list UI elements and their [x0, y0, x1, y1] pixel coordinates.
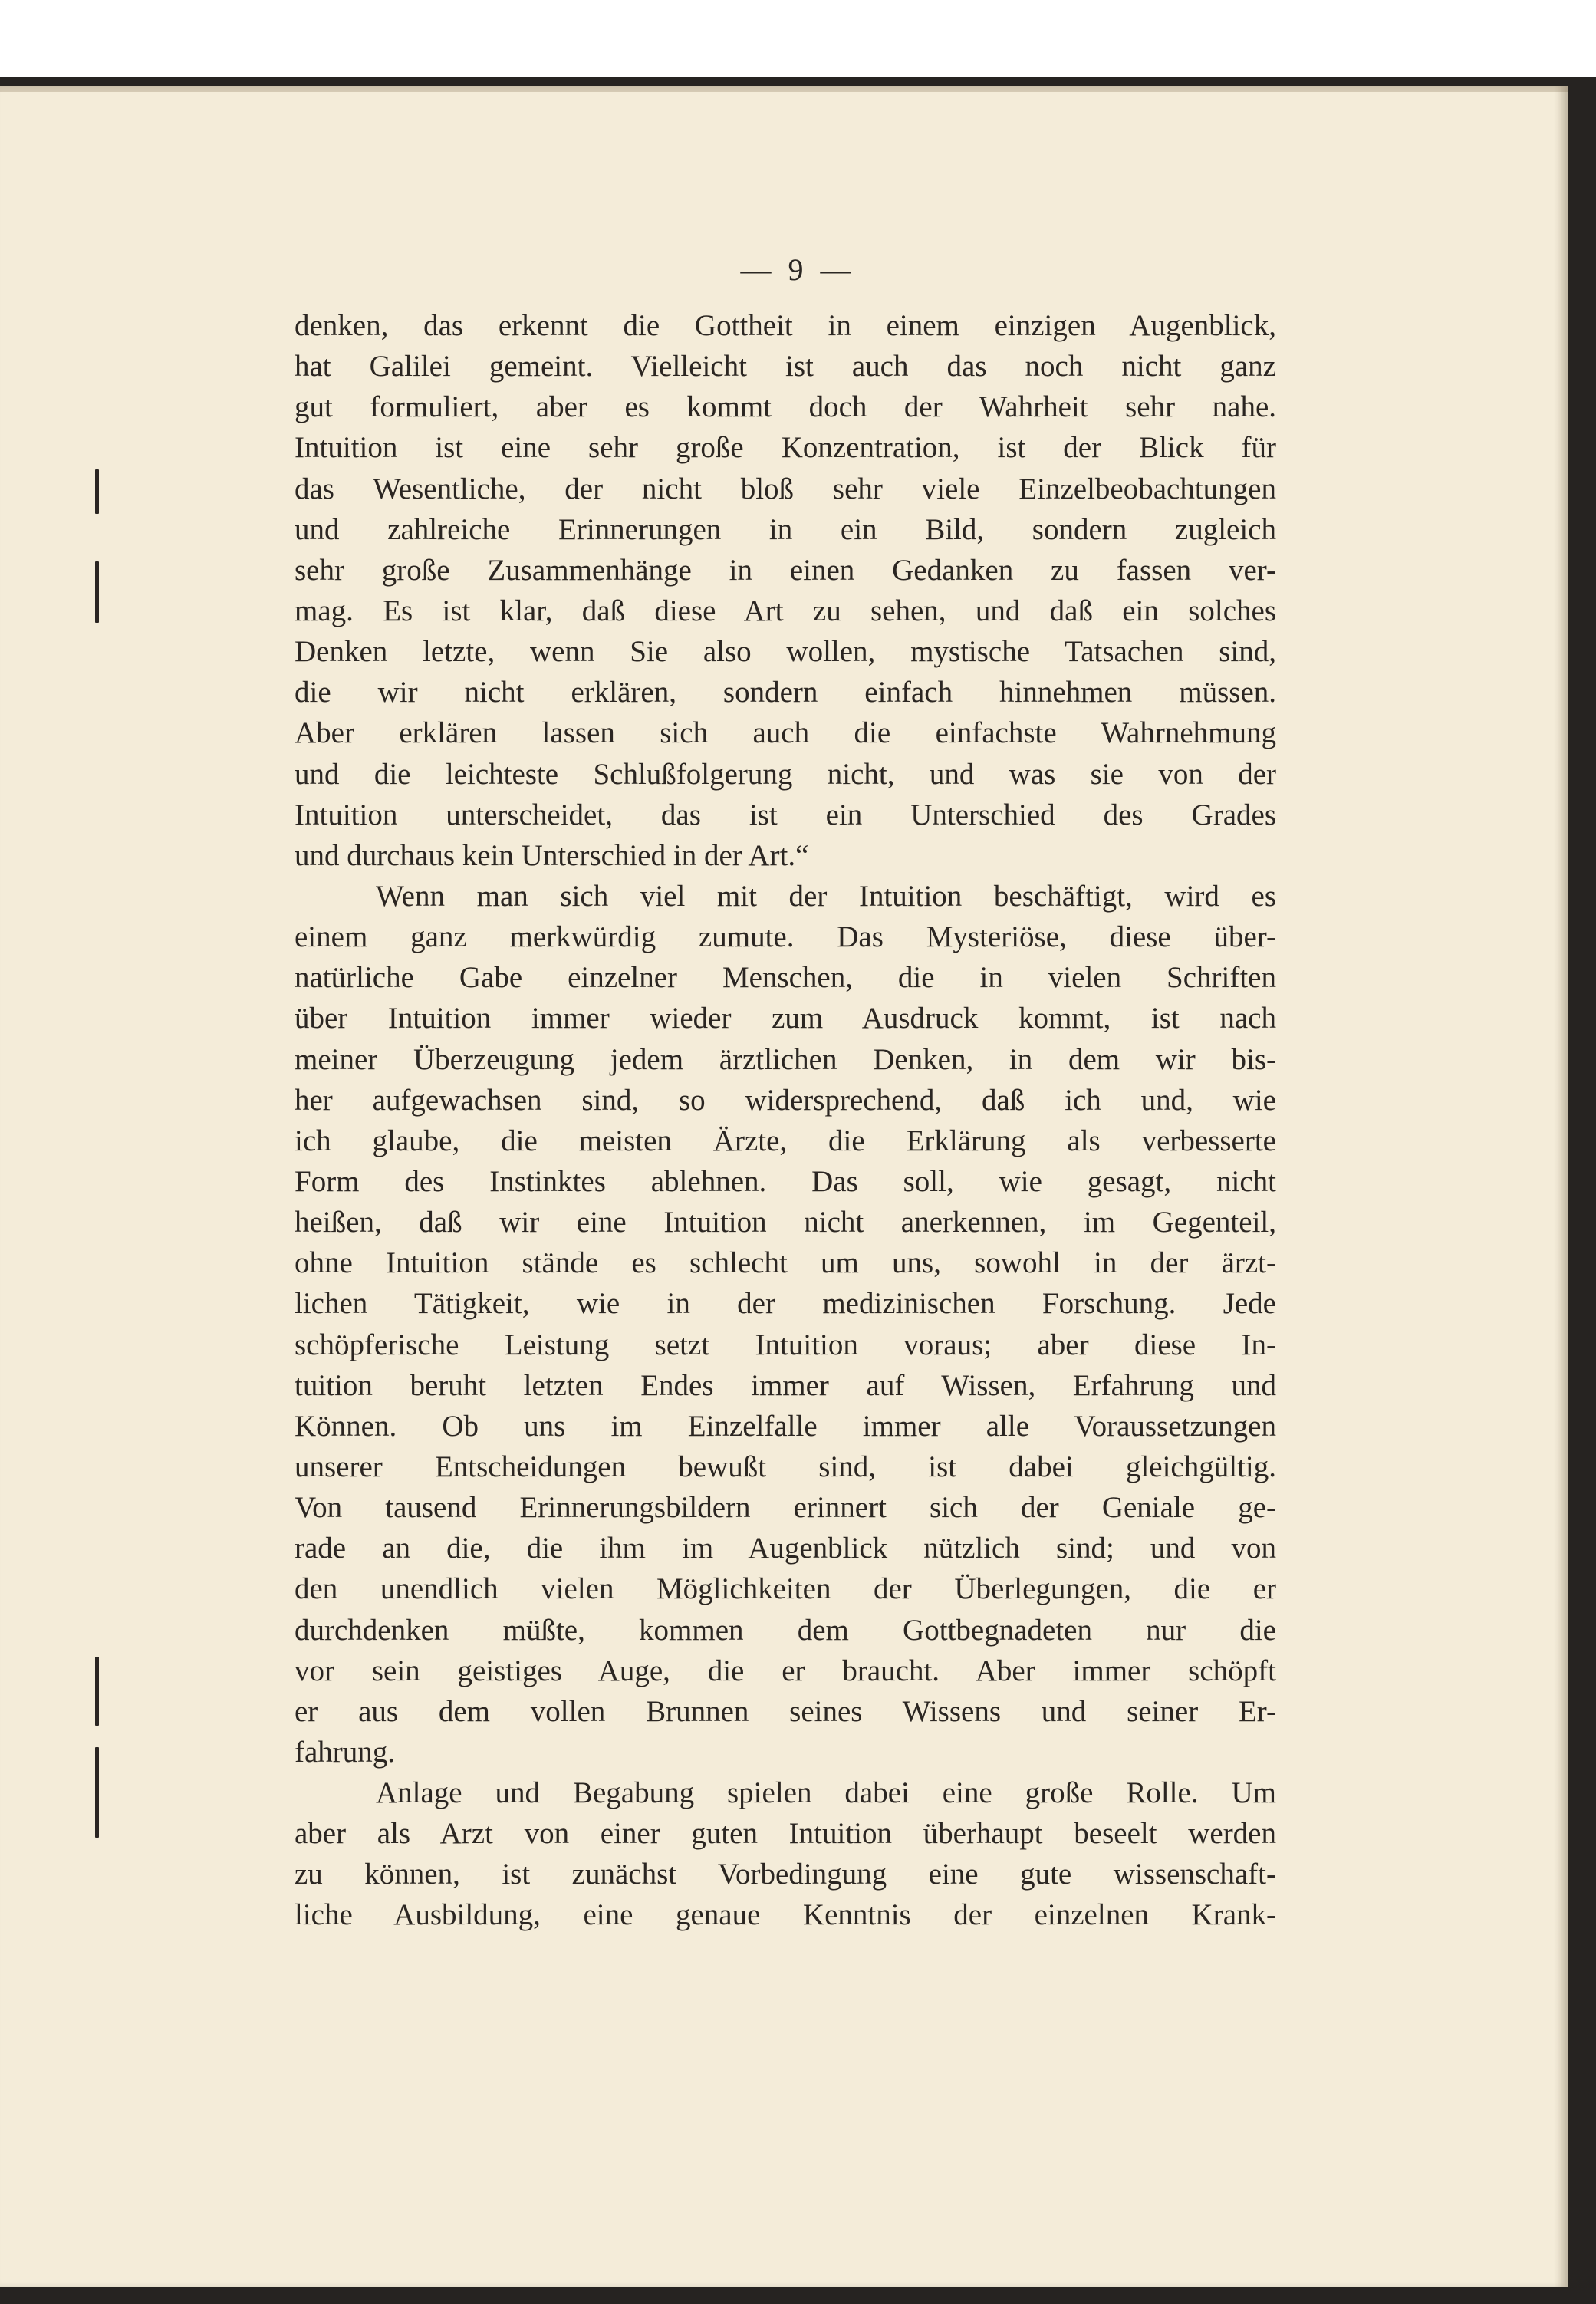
body-text [295, 305, 1276, 1936]
text-line: er aus dem vollen Brunnen seines Wissens und seiner Er- [295, 1694, 1276, 1728]
paragraph-end-line: und durchaus kein Unterschied in der Art.“ [295, 838, 809, 872]
binding-thread-mark [95, 561, 99, 623]
text-line: durchdenken müßte, kommen dem Gottbegnadeten nur die [295, 1613, 1276, 1647]
page-number: — 9 — [740, 252, 856, 287]
text-line: vor sein geistiges Auge, die er braucht. Aber immer schöpft [295, 1654, 1276, 1687]
text-line: das Wesentliche, der nicht bloß sehr viele Einzelbeobachtungen [295, 472, 1276, 505]
text-line: mag. Es ist klar, daß diese Art zu sehen, und daß ein solches [295, 594, 1276, 627]
text-line: her aufgewachsen sind, so widersprechend, daß ich und, wie [295, 1083, 1276, 1117]
text-line: liche Ausbildung, eine genaue Kenntnis der einzelnen Krank- [295, 1898, 1276, 1932]
text-line: rade an die, die ihm im Augenblick nützlich sind; und von [295, 1532, 1276, 1565]
text-line: Intuition ist eine sehr große Konzentration, ist der Blick für [295, 431, 1276, 465]
text-line: denken, das erkennt die Gottheit in einem einzigen Augenblick, [295, 309, 1276, 342]
text-line: Form des Instinktes ablehnen. Das soll, wie gesagt, nicht [295, 1164, 1276, 1198]
text-line: schöpferische Leistung setzt Intuition voraus; aber diese In- [295, 1328, 1276, 1361]
text-line: tuition beruht letzten Endes immer auf Wissen, Erfahrung und [295, 1368, 1276, 1402]
text-line: Aber erklären lassen sich auch die einfachste Wahrnehmung [295, 716, 1276, 750]
text-line: gut formuliert, aber es kommt doch der Wahrheit sehr nahe. [295, 390, 1276, 424]
text-line: über Intuition immer wieder zum Ausdruck kommt, ist nach [295, 1002, 1276, 1035]
binding-thread-mark [95, 469, 99, 514]
text-line: die wir nicht erklären, sondern einfach hinnehmen müssen. [295, 676, 1276, 709]
text-line: meiner Überzeugung jedem ärztlichen Denken, in dem wir bis- [295, 1042, 1276, 1076]
paragraph-start-line: Anlage und Begabung spielen dabei eine große Rolle. Um [376, 1776, 1276, 1810]
text-line: und zahlreiche Erinnerungen in ein Bild, sondern zugleich [295, 512, 1276, 546]
text-line: und die leichteste Schlußfolgerung nicht, und was sie von der [295, 757, 1276, 791]
text-line: natürliche Gabe einzelner Menschen, die in vielen Schriften [295, 961, 1276, 995]
paragraph-end-line: fahrung. [295, 1735, 396, 1769]
text-line: Denken letzte, wenn Sie also wollen, mystische Tatsachen sind, [295, 635, 1276, 669]
text-line: heißen, daß wir eine Intuition nicht anerkennen, im Gegenteil, [295, 1206, 1276, 1239]
text-line: ich glaube, die meisten Ärzte, die Erklärung als verbesserte [295, 1124, 1276, 1157]
text-line: ohne Intuition stände es schlecht um uns, sowohl in der ärzt- [295, 1246, 1276, 1280]
text-line: Von tausend Erinnerungsbildern erinnert sich der Geniale ge- [295, 1491, 1276, 1525]
text-line: unserer Entscheidungen bewußt sind, ist dabei gleichgültig. [295, 1450, 1276, 1483]
text-line: den unendlich vielen Möglichkeiten der Überlegungen, die er [295, 1572, 1276, 1606]
text-line: sehr große Zusammenhänge in einen Gedanken zu fassen ver- [295, 553, 1276, 587]
binding-thread-mark [95, 1657, 99, 1726]
text-line: Können. Ob uns im Einzelfalle immer alle Voraussetzungen [295, 1409, 1276, 1443]
text-line: zu können, ist zunächst Vorbedingung eine gute wissenschaft- [295, 1858, 1276, 1891]
text-line: aber als Arzt von einer guten Intuition überhaupt beseelt werden [295, 1817, 1276, 1851]
binding-thread-mark [95, 1747, 99, 1838]
text-line: einem ganz merkwürdig zumute. Das Mysteriöse, diese über- [295, 920, 1276, 954]
text-line: Intuition unterscheidet, das ist ein Unterschied des Grades [295, 798, 1276, 831]
text-line: lichen Tätigkeit, wie in der medizinischen Forschung. Jede [295, 1287, 1276, 1321]
paragraph-start-line: Wenn man sich viel mit der Intuition beschäftigt, wird es [376, 879, 1276, 913]
text-line: hat Galilei gemeint. Vielleicht ist auch das noch nicht ganz [295, 350, 1276, 383]
